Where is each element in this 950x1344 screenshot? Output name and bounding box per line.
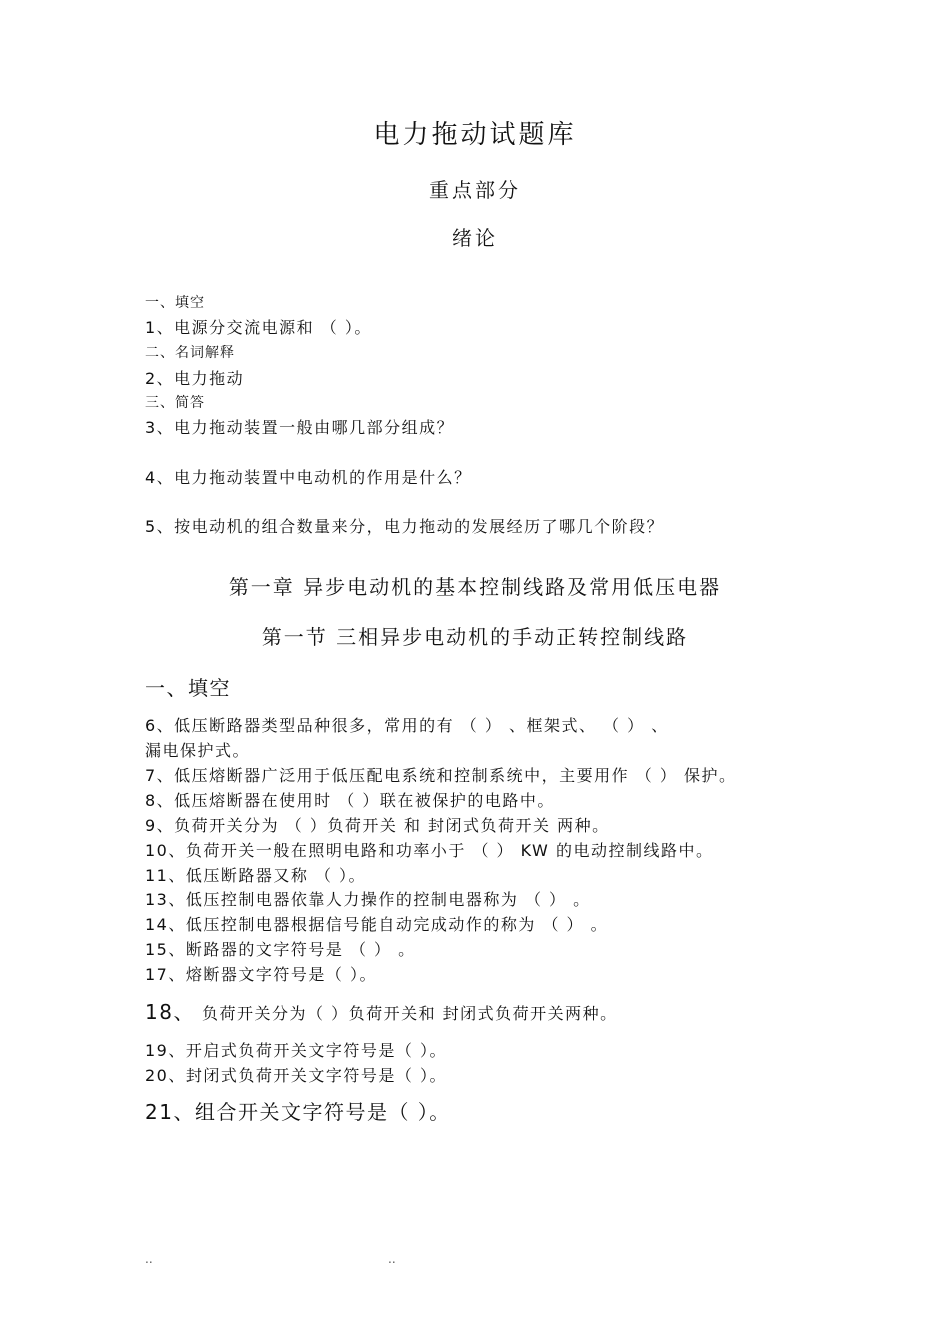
intro-heading-short-answer: 三、简答 xyxy=(145,395,205,411)
question-11: 11、低压断路器又称 （ ）。 xyxy=(145,866,367,885)
question-19: 19、开启式负荷开关文字符号是（ ）。 xyxy=(145,1041,447,1060)
footer-mark-right: .. xyxy=(388,1252,396,1266)
intro-heading-terms: 二、名词解释 xyxy=(145,345,235,361)
question-2: 2、电力拖动 xyxy=(145,369,245,388)
question-3: 3、电力拖动装置一般由哪几部分组成？ xyxy=(145,418,455,437)
footer-mark-left: .. xyxy=(145,1252,153,1266)
question-10: 10、负荷开关一般在照明电路和功率小于 （ ） KW 的电动控制线路中。 xyxy=(145,841,714,860)
question-8: 8、低压熔断器在使用时 （ ）联在被保护的电路中。 xyxy=(145,791,555,810)
question-9: 9、负荷开关分为 （ ）负荷开关 和 封闭式负荷开关 两种。 xyxy=(145,816,610,835)
question-17: 17、熔断器文字符号是（ ）。 xyxy=(145,965,377,984)
question-4: 4、电力拖动装置中电动机的作用是什么？ xyxy=(145,468,472,487)
question-6: 6、低压断路器类型品种很多，常用的有 （ ） 、框架式、 （ ） 、 xyxy=(145,716,669,735)
question-14: 14、低压控制电器根据信号能自动完成动作的称为 （ ） 。 xyxy=(145,915,609,934)
section-title: 绪论 xyxy=(452,226,498,250)
question-18-number: 18、 xyxy=(145,1000,195,1024)
document-subtitle: 重点部分 xyxy=(429,178,521,202)
question-1: 1、电源分交流电源和 （ ）。 xyxy=(145,318,372,337)
question-15: 15、断路器的文字符号是 （ ） 。 xyxy=(145,940,416,959)
question-21: 21、组合开关文字符号是（ ）。 xyxy=(145,1100,451,1124)
question-20: 20、封闭式负荷开关文字符号是（ ）。 xyxy=(145,1066,447,1085)
question-13: 13、低压控制电器依靠人力操作的控制电器称为 （ ） 。 xyxy=(145,890,591,909)
question-5: 5、按电动机的组合数量来分，电力拖动的发展经历了哪几个阶段？ xyxy=(145,517,665,536)
question-7: 7、低压熔断器广泛用于低压配电系统和控制系统中，主要用作 （ ） 保护。 xyxy=(145,766,737,785)
intro-heading-fill: 一、填空 xyxy=(145,295,205,311)
chapter-section-title: 第一节 三相异步电动机的手动正转控制线路 xyxy=(261,625,689,649)
chapter-heading-fill: 一、填空 xyxy=(145,676,231,700)
document-title: 电力拖动试题库 xyxy=(373,120,577,150)
question-18: 负荷开关分为（ ）负荷开关和 封闭式负荷开关两种。 xyxy=(202,1004,618,1023)
question-6-continued: 漏电保护式。 xyxy=(145,741,251,760)
chapter-title: 第一章 异步电动机的基本控制线路及常用低压电器 xyxy=(228,575,722,599)
